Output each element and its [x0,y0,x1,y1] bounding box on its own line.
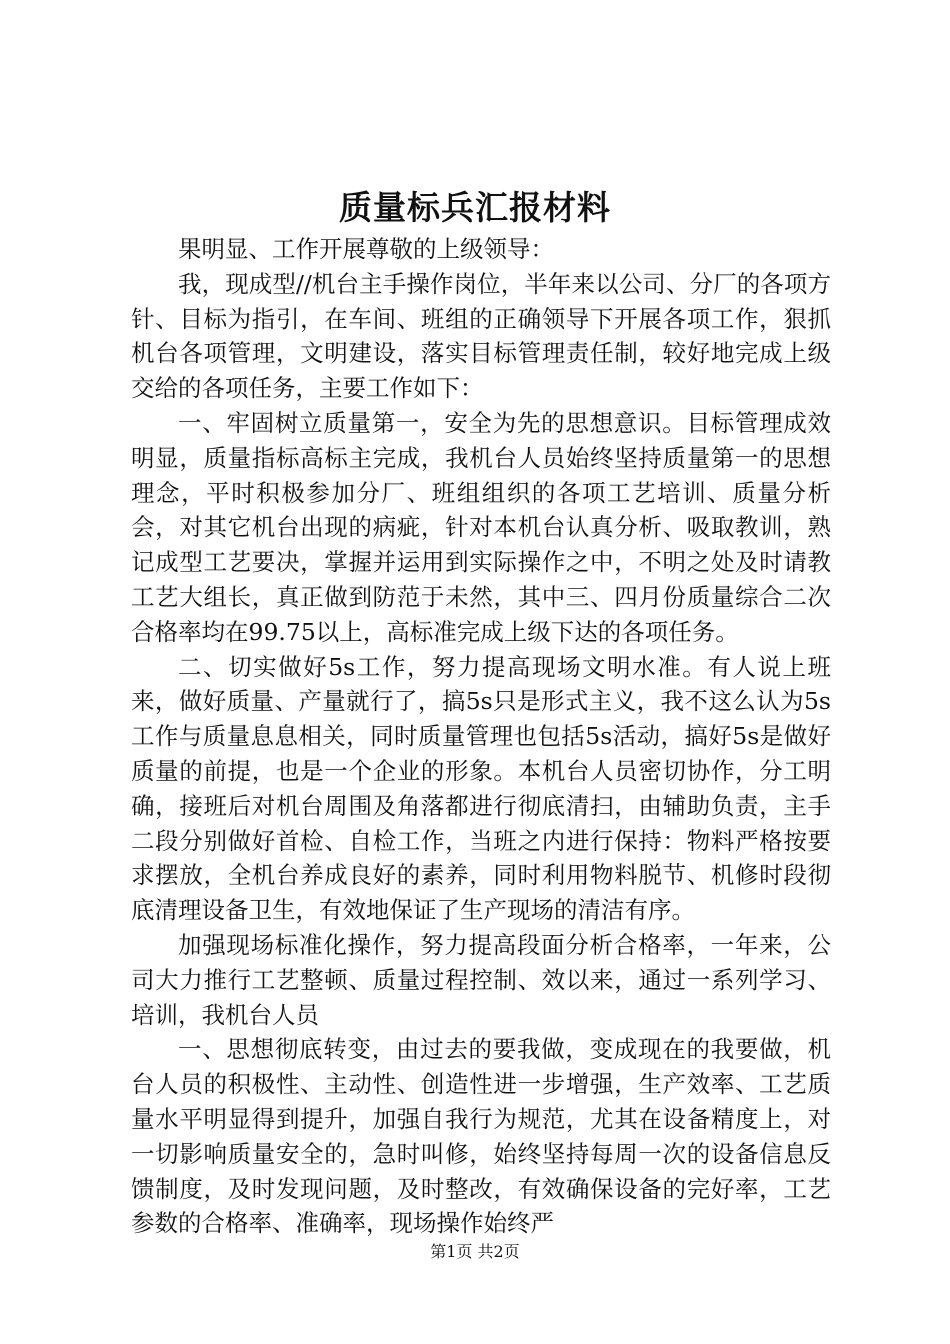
paragraph-salutation: 果明显、工作开展尊敬的上级领导： [178,235,554,263]
paragraph-mindset-change: 一、思想彻底转变，由过去的要我做，变成现在的我要做，机台人员的积极性、主动性、创造性进一步增强，生产效率、工艺质量水平明显得到提升，加强自我行为规范，尤其在设备精度上，对一切影响质量安全的，急时叫修，始终坚持每周一次的设备信息反馈制度，及时发现问题，及时整改，有效确保设备的完好率，工艺参数的合格率、准确率，现场操作始终严 [131,1035,831,1238]
page-number-footer: 第1页 共2页 [430,1242,520,1261]
document-body [131,232,831,1241]
paragraph-introduction: 我，现成型//机台主手操作岗位，半年来以公司、分厂的各项方针、目标为指引，在车间、班组的正确领导下开展各项工作，狠抓机台各项管理，文明建设，落实目标管理责任制，较好地完成上级交给的各项任务，主要工作如下： [131,269,831,403]
paragraph-5s-work: 二、切实做好5s工作，努力提高现场文明水准。有人说上班来，做好质量、产量就行了，搞5s只是形式主义，我不这么认为5s工作与质量息息相关，同时质量管理也包括5s活动，搞好5s是做好质量的前提，也是一个企业的形象。本机台人员密切协作，分工明确，接班后对机台周围及角落都进行彻底清扫，由辅助负责，主手二段分别做好首检、自检工作，当班之内进行保持：物料严格按要求摆放，全机台养成良好的素养，同时利用物料脱节、机修时段彻底清理设备卫生，有效地保证了生产现场的清洁有序。 [131,652,831,925]
paragraph-standardization: 加强现场标准化操作，努力提高段面分析合格率，一年来，公司大力推行工艺整顿、质量过程控制、效以来，通过一系列学习、培训，我机台人员 [131,930,831,1029]
document-title: 质量标兵汇报材料 [339,188,611,227]
paragraph-quality-first: 一、牢固树立质量第一，安全为先的思想意识。目标管理成效明显，质量指标高标主完成，我机台人员始终坚持质量第一的思想理念，平时积极参加分厂、班组组织的各项工艺培训、质量分析会，对其它机台出现的病疵，针对本机台认真分析、吸取教训，熟记成型工艺要决，掌握并运用到实际操作之中，不明之处及时请教工艺大组长，真正做到防范于未然，其中三、四月份质量综合二次合格率均在99.75以上，高标准完成上级下达的各项任务。 [131,408,831,646]
